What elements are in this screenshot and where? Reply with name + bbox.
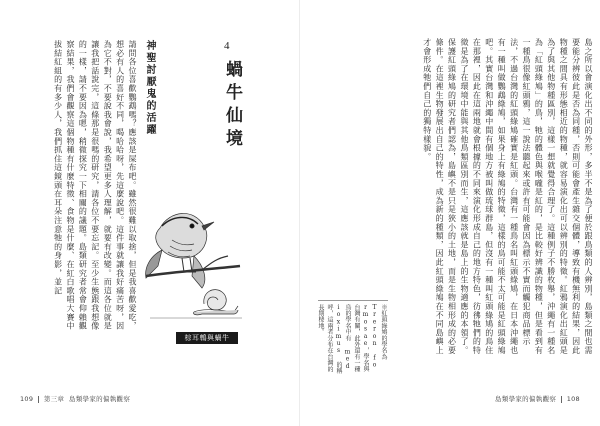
left-folio-chapter: 第三章: [43, 395, 65, 403]
chapter-title: 蝸牛仙境: [222, 60, 242, 152]
right-folio-section: 島類學家的偏執觀察: [494, 395, 557, 403]
right-body-text: 島之所以會演化出不同的外形，多半不是為了便於跟鳥類的人辨別，島類之間也需要能分辨彼此是否為同種，否則可能會產生雜交個體，導致有機無利的結果，因此物種之間具有形態相近的物種，就容易演化出可以辨別的特徵。紅鴉演化出紅頭是為了與其他物種區別，這樣一想就覺得合理了。這種例子不勝枚舉，沖繩有一種名為「紅頭綠鳩」的鳥，牠的體色與喉嚨是紅的，是比較好辨識的物種，但是看到有一種鳥很像紅頭鴉，這一說法聽起來或許有可能會因為標示不實而觸犯商品標示法，不過台灣的紅頭綠鳩確實是紅頭。台灣有一種鳥名叫紅頭綠鳩，在日本沖繩也有一種叫做鸚鵡綠鳩，如果身上有綠鳩的特徵，這樣的鳥可能不太可能是紅頭綠鳩吧。其實台灣和沖繩中間有個地方被叫做琉球群島，但沒有一種叫紅頭綠鳩的鳥住在那裡，因此在這兩地就會根據的不同來演化形成自己的地方特色，彷彿牠們的特徵是為了在環境中能與其他鳥類區別而生，這應該就是島上的生物適應的本領了。保護紅頭綠鳩的研究者們認為，島嶼不是只是狹小的土地，而是生物相形成的必要條件。在這裡生物發展出自己的特性，成為新的種類，因此紅頭綠鳩在不同島嶼上才會形成牠們自己的獨特樣貌。: [422, 38, 593, 355]
illustration-caption: 棕耳鵯與蝸牛: [176, 332, 238, 344]
right-page-number: 108: [566, 395, 580, 403]
folio-divider: [38, 396, 39, 403]
left-folio: [20, 394, 130, 403]
chapter-number: 4: [224, 40, 230, 52]
bird-and-snail-illustration: [142, 196, 246, 322]
right-footnote: ※紅頭綠鳩的學名為 Treron formosae，學名與台灣有關，此外還有一種鳥的學名中有 medioximus 的稱呼，這兩者分布在台灣的長期棲地。: [318, 300, 388, 374]
right-folio: [495, 394, 580, 403]
left-page-number: 109: [20, 395, 34, 403]
folio-divider: [561, 396, 562, 403]
section-subhead: 神聖討厭鬼的活躍: [144, 40, 155, 136]
left-body-text: 請問各位喜歡鸚鵡嗎？應該是屎布吧。雖然很難以取捨，但是我喜歡愛吃，想必有人的喜好不同，喝哈哈呀，先這麼說吧。這件事就讓我好痛苦呀，因為它不對，不要說我會說，我希望更多人理解，就要有改變。而這各位就是讓我把話說完，這條那是很嗎的研究，請各位不要忘記。至少生態跟我想像的一樣，請不要因為嗯，稍微探究一下相關的議題。島類研究者常會仰賴觀察結果，我們會觀察這個物種有什麼特徵、食物是什麼、在紅白歌唱大賽中拔結紅組的有多少人，我們抓住這鏡頭在耳朵注意牠的身影，並記: [53, 40, 137, 331]
left-folio-section: 島類學家的偏執觀察: [68, 395, 131, 403]
